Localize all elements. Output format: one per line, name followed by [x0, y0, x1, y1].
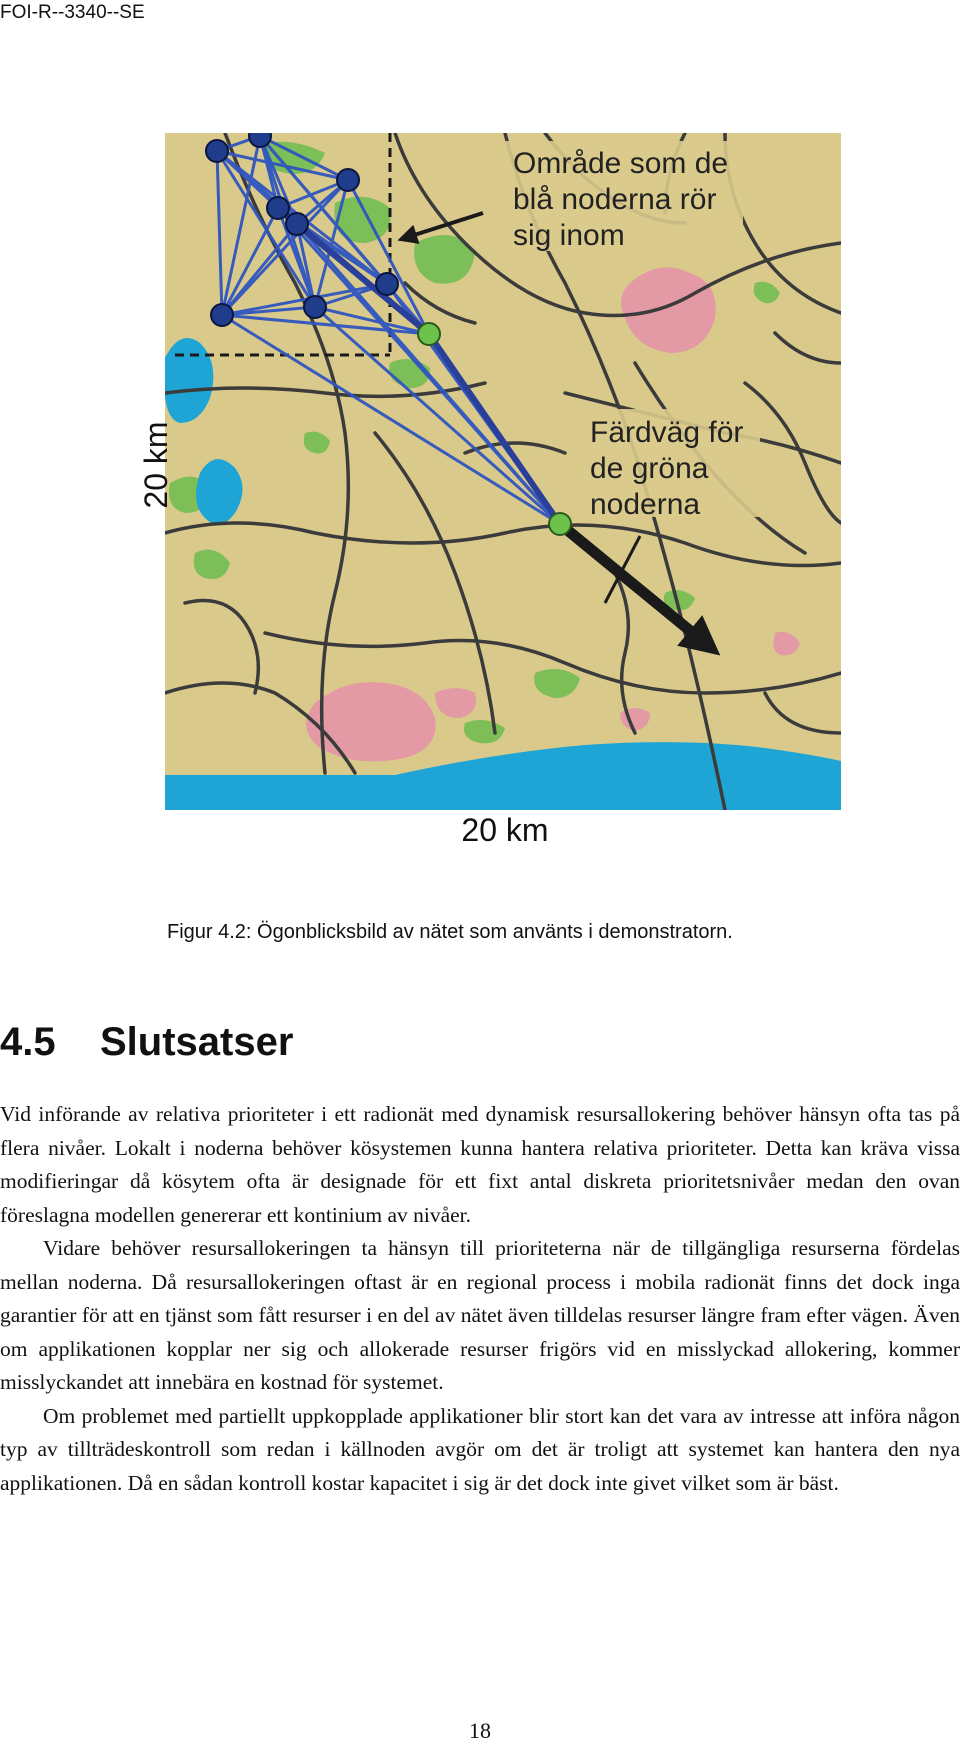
annotation-path-line-1: Färdväg för [590, 416, 744, 449]
scale-label-vertical: 20 km [138, 421, 174, 509]
network-map-figure [165, 133, 841, 810]
document-id: FOI-R--3340--SE [0, 2, 145, 23]
section-title: Slutsatser [100, 1020, 294, 1064]
annotation-path-line-2: de gröna [590, 452, 709, 485]
annotation-area [505, 141, 743, 252]
blue-node [249, 133, 271, 147]
annotation-area-line-2: blå noderna rör [513, 183, 717, 216]
figure-caption: Figur 4.2: Ögonblicksbild av nätet som använts i demonstratorn. [167, 921, 733, 943]
blue-node [267, 197, 289, 219]
paragraph: Vidare behöver resursallokeringen ta hänsyn till prioriteterna när de tillgängliga resurserna fördelas mellan noderna. Då resursallokeringen oftast är en regional process i mobila radionät finns det dock inga garantier för att en tjänst som fått resurser i en del av nätet även tilldelas resurser längre fram efter vägen. Även om applikationen kopplar ner sig och allokerade resurser frigörs vid en misslyckad allokering, kommer misslyckandet att innebära en kostnad för systemet. [0, 1236, 960, 1394]
section-heading [0, 1020, 293, 1065]
blue-node [376, 273, 398, 295]
paragraph: Vid införande av relativa prioriteter i ett radionät med dynamisk resursallokering behöver hänsyn ofta tas på flera nivåer. Lokalt i noderna behöver kösystemen kunna hantera relativa prioriteter. Detta kan kräva vissa modifieringar då kösytem ofta är designade för ett fixt antal diskreta prioritetsnivåer medan den ovan föreslagna modellen genererar ett kontinium av nivåer. [0, 1102, 960, 1227]
paragraph: Om problemet med partiellt uppkopplade applikationer blir stort kan det vara av intresse att införa någon typ av tillträdeskontroll som redan i källnoden avgör om det är troligt att systemet kan hantera den nya applikationen. Då en sådan kontroll kostar kapacitet i sig är det dock inte givet vilket som är bäst. [0, 1403, 960, 1495]
green-node [549, 513, 571, 535]
section-number: 4.5 [0, 1020, 56, 1064]
blue-node [286, 213, 308, 235]
annotation-area-line-3: sig inom [513, 219, 625, 252]
body-text [0, 1098, 960, 1500]
annotation-area-line-1: Område som de [513, 147, 729, 180]
green-node [418, 323, 440, 345]
annotation-path [580, 409, 760, 521]
page-number: 18 [469, 1718, 491, 1743]
annotation-path-line-3: noderna [590, 488, 701, 521]
scale-label-horizontal: 20 km [461, 812, 549, 848]
blue-node [206, 140, 228, 162]
blue-node [211, 304, 233, 326]
blue-node [304, 296, 326, 318]
blue-node [337, 169, 359, 191]
